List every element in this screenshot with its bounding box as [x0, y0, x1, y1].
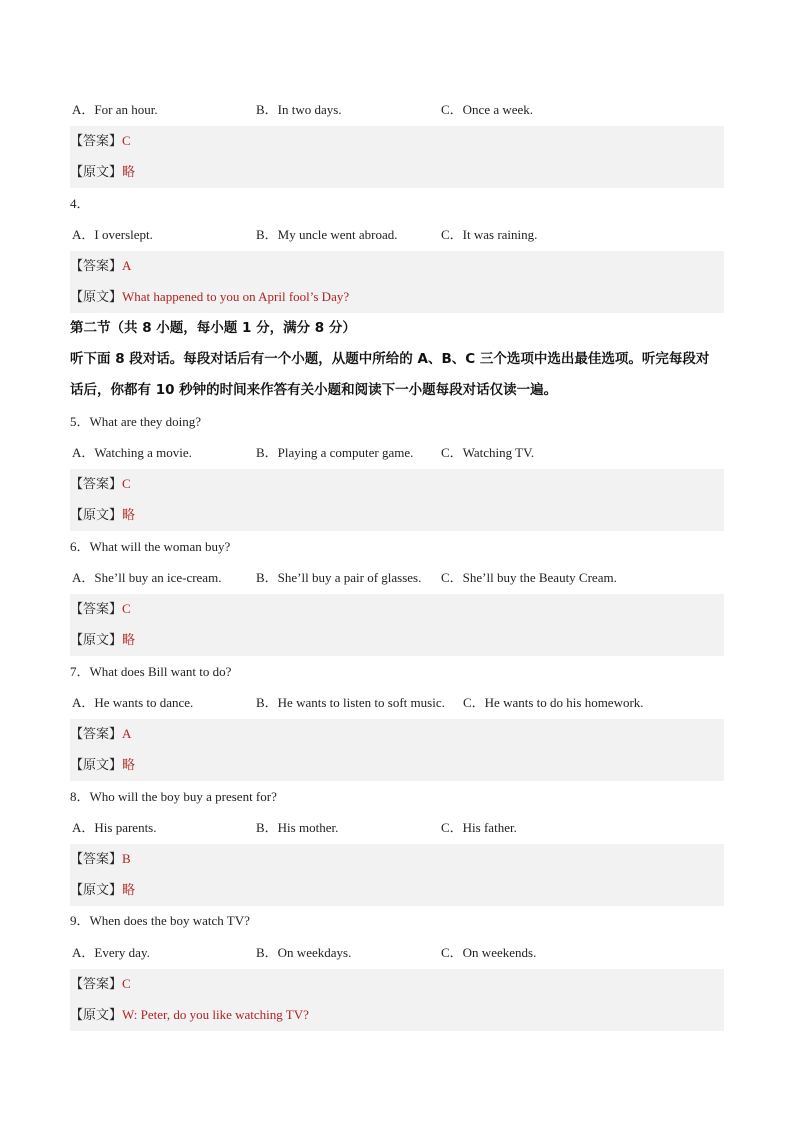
q4-number: 4．	[70, 196, 90, 211]
q3-options	[70, 95, 724, 125]
q8-answer-value: B	[122, 851, 131, 866]
q7-options	[70, 688, 724, 718]
q5-answer-value: C	[122, 476, 131, 491]
q4-source-text: What happened to you on April fool’s Day?	[122, 289, 350, 304]
q5-options	[70, 438, 724, 468]
q5-option-c: C．Watching TV.	[441, 445, 535, 460]
q6-answer-tag: 【答案】	[70, 601, 123, 616]
q4-question	[70, 189, 724, 219]
q7-source-text: 略	[122, 757, 136, 772]
q8-source-tag: 【原文】	[70, 882, 123, 897]
q3-source-text: 略	[122, 164, 136, 179]
q3-answer-value: C	[122, 133, 131, 148]
q3-option-b: B．In two days.	[256, 102, 342, 117]
q4-source-tag: 【原文】	[70, 289, 123, 304]
q8-question-text: 8．Who will the boy buy a present for?	[70, 789, 277, 804]
q9-option-a: A．Every day.	[72, 945, 150, 960]
q3-option-c: C．Once a week.	[441, 102, 534, 117]
section2-instruction-line1: 听下面 8 段对话。每段对话后有一个小题，从题中所给的 A、B、C 三个选项中选出最佳选项。听完每段对	[70, 351, 710, 367]
q6-option-c: C．She’ll buy the Beauty Cream.	[441, 570, 617, 585]
q5-question	[70, 407, 724, 437]
q6-source-text: 略	[122, 632, 136, 647]
q9-question	[70, 906, 724, 936]
q8-question	[70, 782, 724, 812]
q8-option-c: C．His father.	[441, 820, 517, 835]
q4-answer-value: A	[122, 258, 132, 273]
q3-source	[70, 157, 724, 187]
q5-source-text: 略	[122, 507, 136, 522]
q4-source	[70, 282, 724, 312]
q7-answer-tag: 【答案】	[70, 726, 123, 741]
q7-option-a: A．He wants to dance.	[72, 695, 194, 710]
q5-option-b: B．Playing a computer game.	[256, 445, 414, 460]
q6-question-text: 6．What will the woman buy?	[70, 539, 231, 554]
q7-answer-value: A	[122, 726, 132, 741]
q9-answer-tag: 【答案】	[70, 976, 123, 991]
q4-options	[70, 220, 724, 250]
q3-answer	[70, 126, 724, 156]
q7-question-text: 7．What does Bill want to do?	[70, 664, 232, 679]
q9-question-text: 9．When does the boy watch TV?	[70, 913, 250, 928]
q4-option-a: A．I overslept.	[72, 227, 153, 242]
q8-source-text: 略	[122, 882, 136, 897]
q5-source	[70, 500, 724, 530]
q6-option-a: A．She’ll buy an ice-cream.	[72, 570, 222, 585]
q3-answer-tag: 【答案】	[70, 133, 123, 148]
q4-answer-tag: 【答案】	[70, 258, 123, 273]
q9-answer-value: C	[122, 976, 131, 991]
q8-option-b: B．His mother.	[256, 820, 339, 835]
q5-answer-tag: 【答案】	[70, 476, 123, 491]
q9-options	[70, 938, 724, 968]
q6-answer	[70, 594, 724, 624]
q8-answer	[70, 844, 724, 874]
q5-option-a: A．Watching a movie.	[72, 445, 192, 460]
q7-source-tag: 【原文】	[70, 757, 123, 772]
q7-answer	[70, 719, 724, 749]
q6-answer-value: C	[122, 601, 131, 616]
section2-title: 第二节（共 8 小题，每小题 1 分，满分 8 分）	[70, 320, 356, 336]
q6-question	[70, 532, 724, 562]
q4-option-b: B．My uncle went abroad.	[256, 227, 398, 242]
section2-instruction-line2: 话后，你都有 10 秒钟的时间来作答有关小题和阅读下一小题每段对话仅读一遍。	[70, 382, 558, 398]
q5-question-text: 5．What are they doing?	[70, 414, 202, 429]
q6-option-b: B．She’ll buy a pair of glasses.	[256, 570, 422, 585]
q8-options	[70, 813, 724, 843]
q8-source	[70, 875, 724, 905]
q9-source-text: W: Peter, do you like watching TV?	[122, 1007, 309, 1022]
q9-source	[70, 1000, 724, 1030]
q7-question	[70, 657, 724, 687]
q5-source-tag: 【原文】	[70, 507, 123, 522]
q3-source-tag: 【原文】	[70, 164, 123, 179]
q6-source	[70, 625, 724, 655]
q7-option-b: B．He wants to listen to soft music.	[256, 695, 445, 710]
q8-answer-tag: 【答案】	[70, 851, 123, 866]
q9-answer	[70, 969, 724, 999]
q7-source	[70, 750, 724, 780]
q6-source-tag: 【原文】	[70, 632, 123, 647]
q4-option-c: C．It was raining.	[441, 227, 538, 242]
q9-option-c: C．On weekends.	[441, 945, 537, 960]
q9-option-b: B．On weekdays.	[256, 945, 352, 960]
q7-option-c: C．He wants to do his homework.	[463, 695, 644, 710]
q5-answer	[70, 469, 724, 499]
q3-option-a: A．For an hour.	[72, 102, 158, 117]
q4-answer	[70, 251, 724, 281]
q8-option-a: A．His parents.	[72, 820, 157, 835]
q6-options	[70, 563, 724, 593]
q9-source-tag: 【原文】	[70, 1007, 123, 1022]
